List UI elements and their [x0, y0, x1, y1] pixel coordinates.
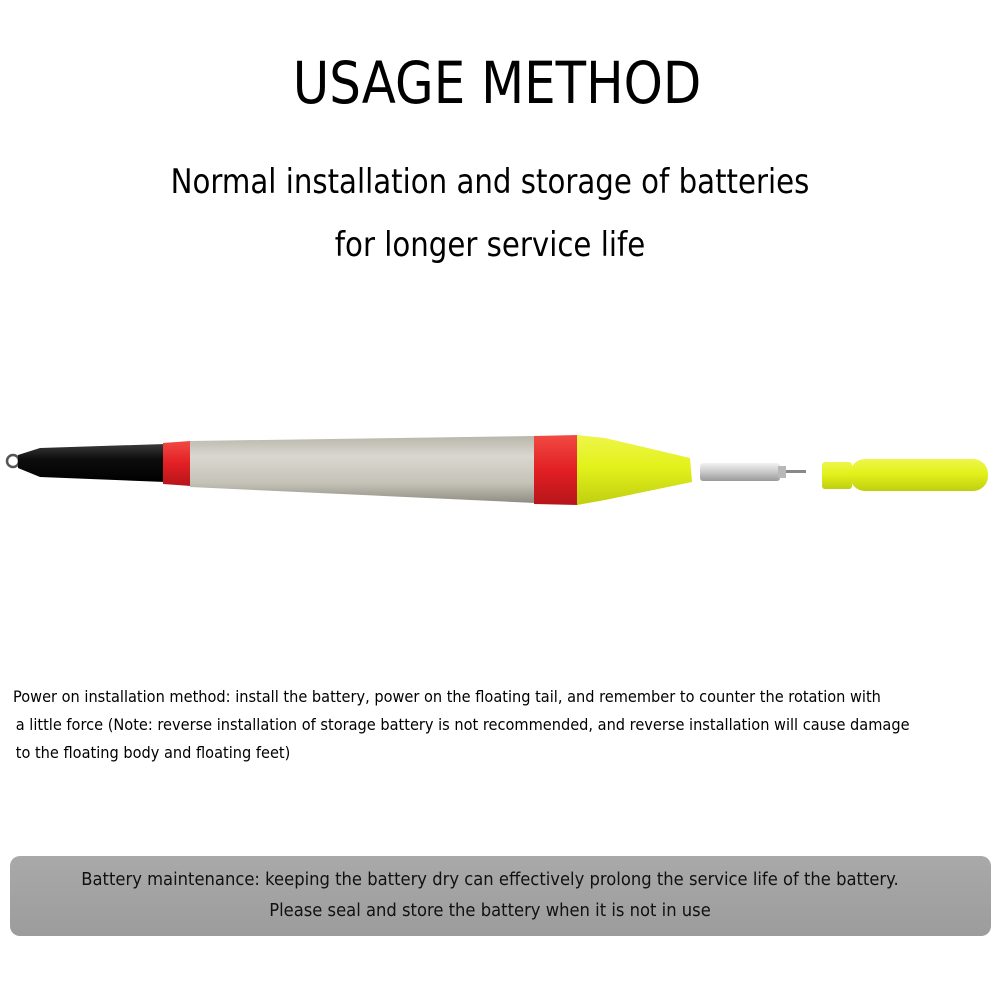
grey-body [190, 436, 535, 503]
yellow-cone [577, 435, 692, 505]
red-band-left [163, 441, 191, 486]
fishing-float-product-image [0, 400, 1001, 540]
subtitle-line-1: Normal installation and storage of batteries [170, 162, 810, 202]
banner-line-2: Please seal and store the battery when it is not in use [269, 900, 711, 921]
banner-line-1: Battery maintenance: keeping the battery dry can effectively prolong the service life of the battery. [81, 869, 899, 890]
instruction-line-2: a little force (Note: reverse installation of storage battery is not recommended, and reverse installation will cause damage [15, 715, 910, 734]
black-tip [18, 444, 165, 482]
maintenance-banner [10, 856, 991, 936]
installation-instructions [13, 683, 910, 767]
page-title: USAGE METHOD [292, 49, 702, 117]
subtitle-line-2: for longer service life [334, 225, 646, 265]
instruction-line-3: to the floating body and floating feet) [15, 743, 291, 762]
red-band-right [534, 435, 578, 505]
battery-pin [700, 463, 806, 481]
instruction-line-1: Power on installation method: install the battery, power on the floating tail, and remember to counter the rotation with [13, 687, 881, 706]
float-eyelet [7, 455, 19, 467]
yellow-cap [822, 459, 988, 491]
